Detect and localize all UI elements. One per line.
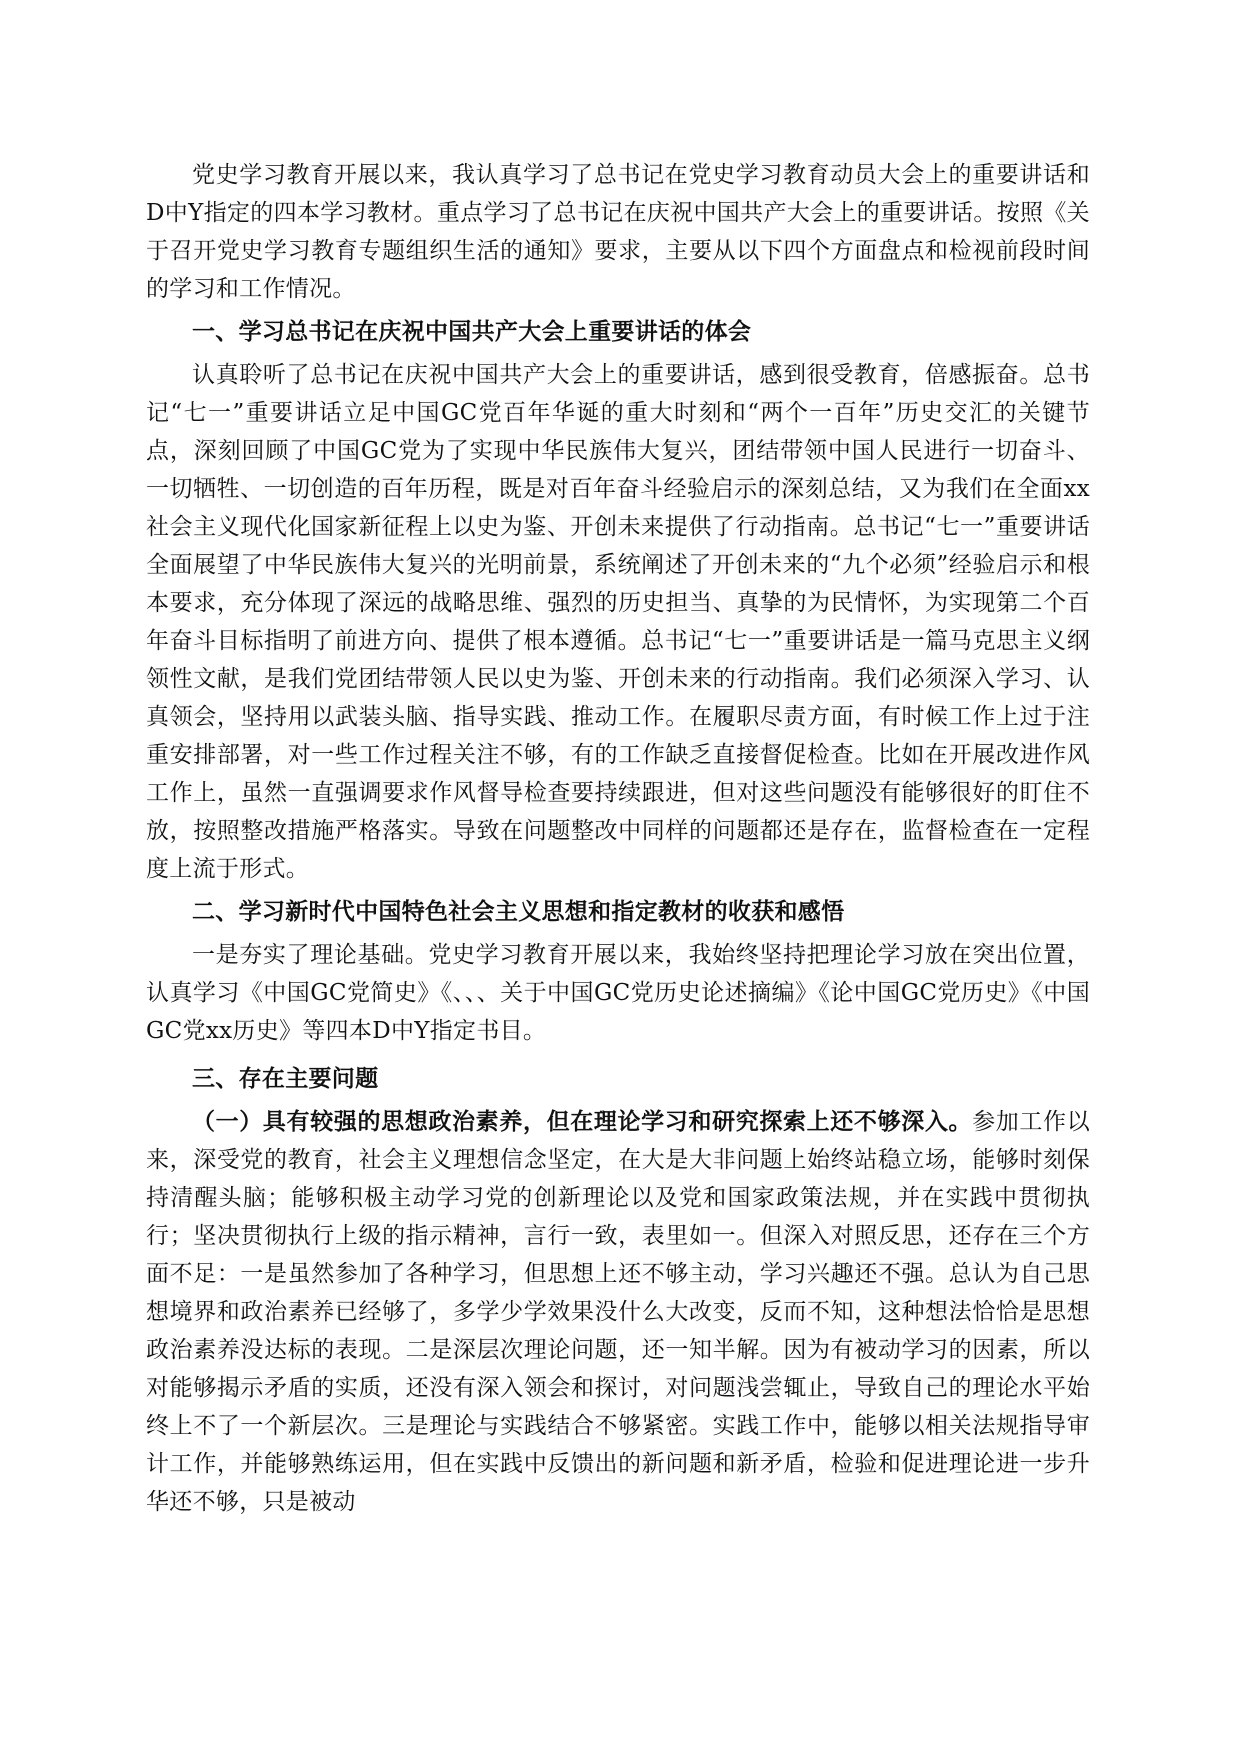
intro-paragraph: 党史学习教育开展以来，我认真学习了总书记在党史学习教育动员大会上的重要讲话和D中Y指定的四本学习教材。重点学习了总书记在庆祝中国共产大会上的重要讲话。按照《关于召开党史学习教育专题组织生活的通知》要求，主要从以下四个方面盘点和检视前段时间的学习和工作情况。 [146, 162, 1090, 302]
section-2-paragraph: 一是夯实了理论基础。党史学习教育开展以来，我始终坚持把理论学习放在突出位置，认真学习《中国GC党简史》《、、、关于中国GC党历史论述摘编》《论中国GC党历史》《中国GC党xx历史》等四本D中Y指定书目。 [146, 942, 1090, 1044]
section-3-heading: 三、存在主要问题 [192, 1065, 379, 1092]
section-3-body-text: 参加工作以来，深受党的教育，社会主义理想信念坚定，在大是大非问题上始终站稳立场，能够时刻保持清醒头脑；能够积极主动学习党的创新理论以及党和国家政策法规，并在实践中贯彻执行；坚决贯彻执行上级的指示精神，言行一致，表里如一。但深入对照反思，还存在三个方面不足：一是虽然参加了各种学习，但思想上还不够主动，学习兴趣还不强。总认为自己思想境界和政治素养已经够了，多学少学效果没什么大改变，反而不知，这种想法恰恰是思想政治素养没达标的表现。二是深层次理论问题，还一知半解。因为有被动学习的因素，所以对能够揭示矛盾的实质，还没有深入领会和探讨，对问题浅尝辄止，导致自己的理论水平始终上不了一个新层次。三是理论与实践结合不够紧密。实践工作中，能够以相关法规指导审计工作，并能够熟练运用，但在实践中反馈出的新问题和新矛盾，检验和促进理论进一步升华还不够，只是被动 [146, 1109, 1091, 1515]
section-3-lead-sentence: （一）具有较强的思想政治素养，但在理论学习和研究探索上还不够深入。 [192, 1108, 973, 1135]
section-1-heading: 一、学习总书记在庆祝中国共产大会上重要讲话的体会 [192, 318, 752, 345]
section-1-paragraph: 认真聆听了总书记在庆祝中国共产大会上的重要讲话，感到很受教育，倍感振奋。总书记“七一”重要讲话立足中国GC党百年华诞的重大时刻和“两个一百年”历史交汇的关键节点，深刻回顾了中国GC党为了实现中华民族伟大复兴，团结带领中国人民进行一切奋斗、一切牺牲、一切创造的百年历程，既是对百年奋斗经验启示的深刻总结，又为我们在全面xx社会主义现代化国家新征程上以史为鉴、开创未来提供了行动指南。总书记“七一”重要讲话全面展望了中华民族伟大复兴的光明前景，系统阐述了开创未来的“九个必须”经验启示和根本要求，充分体现了深远的战略思维、强烈的历史担当、真挚的为民情怀，为实现第二个百年奋斗目标指明了前进方向、提供了根本遵循。总书记“七一”重要讲话是一篇马克思主义纲领性文献，是我们党团结带领人民以史为鉴、开创未来的行动指南。我们必须深入学习、认真领会，坚持用以武装头脑、指导实践、推动工作。在履职尽责方面，有时候工作上过于注重安排部署，对一些工作过程关注不够，有的工作缺乏直接督促检查。比如在开展改进作风工作上，虽然一直强调要求作风督导检查要持续跟进，但对这些问题没有能够很好的盯住不放，按照整改措施严格落实。导致在问题整改中同样的问题都还是存在，监督检查在一定程度上流于形式。 [146, 362, 1090, 882]
section-2-heading: 二、学习新时代中国特色社会主义思想和指定教材的收获和感悟 [192, 898, 845, 925]
document-body [146, 156, 1090, 1521]
section-3-paragraph [146, 1103, 1090, 1521]
